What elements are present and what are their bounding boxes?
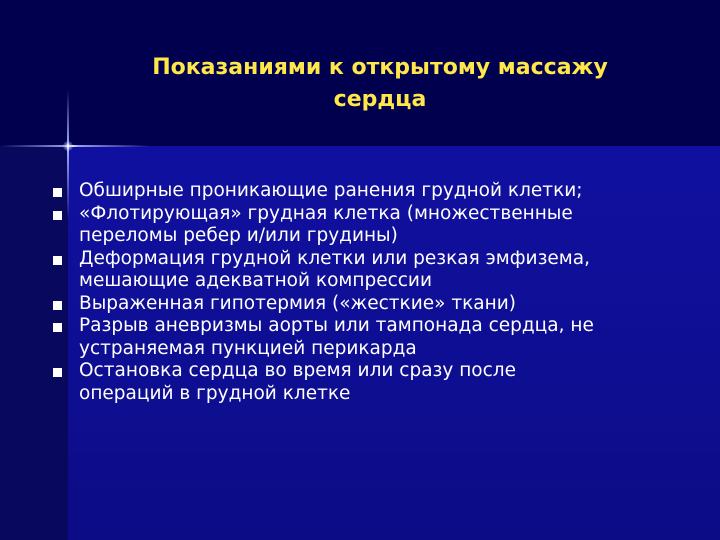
bullet-item [48, 180, 688, 203]
square-bullet-icon [53, 368, 62, 377]
bullet-text-line: Обширные проникающие ранения грудной клетки; [79, 180, 583, 201]
slide-title [100, 52, 660, 116]
bullet-text-line: Остановка сердца во время или сразу после [79, 360, 517, 381]
bullet-text-line: устраняемая пункцией перикарда [79, 337, 417, 359]
square-bullet-icon [53, 188, 62, 197]
bullet-item [48, 248, 688, 293]
square-bullet-icon [53, 301, 62, 310]
slide-title-line: сердца [333, 87, 427, 112]
bullet-item [48, 203, 688, 248]
bullet-text-line: мешающие адекватной компрессии [79, 270, 432, 291]
bullet-text-line: «Флотирующая» грудная клетка (множественные [79, 202, 573, 224]
bullet-text-line: Разрыв аневризмы аорты или тампонада сердца, не [79, 315, 594, 336]
bullet-item [48, 293, 688, 316]
square-bullet-icon [53, 211, 62, 220]
square-bullet-icon [53, 323, 62, 332]
bullet-list [48, 180, 688, 405]
sparkle-horizontal-decoration [0, 145, 150, 147]
bullet-item [48, 360, 688, 405]
slide-title-line: Показаниями к открытому массажу [152, 55, 608, 80]
square-bullet-icon [53, 256, 62, 265]
bullet-text-line: Выраженная гипотермия («жесткие» ткани) [79, 292, 516, 314]
sparkle-glow-decoration [63, 141, 73, 151]
bullet-text-line: переломы ребер и/или грудины) [79, 225, 398, 246]
bullet-text-line: Деформация грудной клетки или резкая эмфизема, [79, 247, 590, 269]
bullet-text-line: операций в грудной клетке [79, 382, 351, 404]
bullet-item [48, 315, 688, 360]
